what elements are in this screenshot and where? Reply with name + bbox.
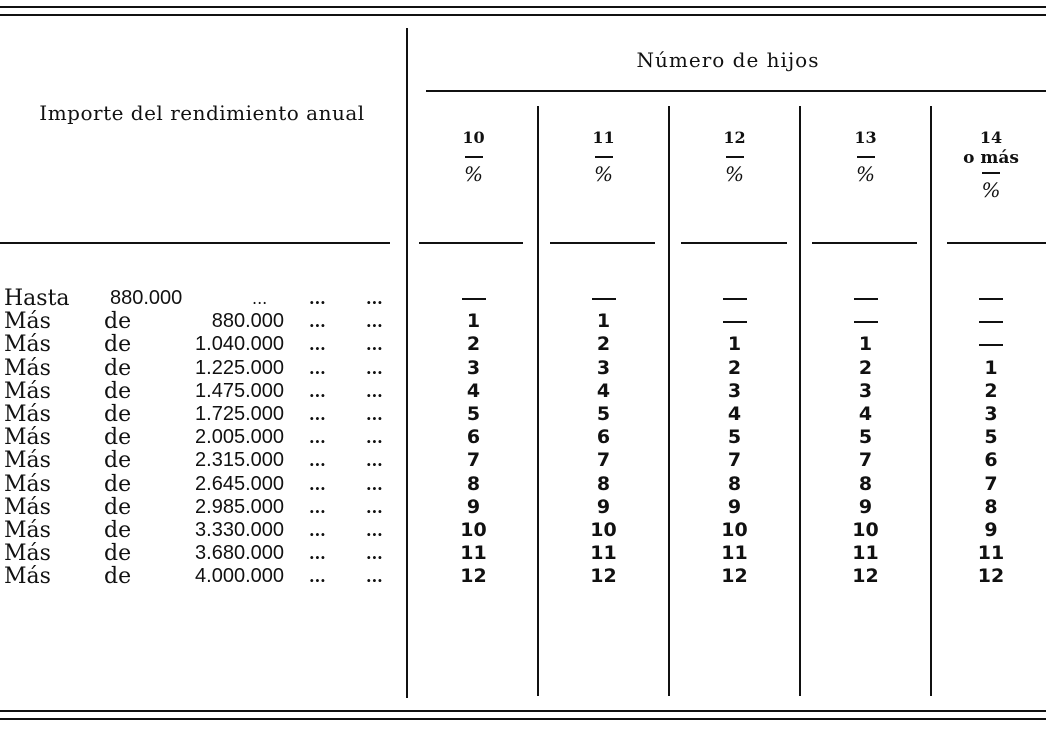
table-cell: 11 [852,542,879,565]
row-label: Más [4,425,51,451]
table-cell: 3 [466,356,481,379]
leader-dots: ... [309,497,326,517]
table-cell: 9 [727,495,742,518]
table-cell: 5 [596,402,611,425]
table-row-label [4,287,394,310]
row-preposition: de [104,564,132,590]
percent-unit: % [593,162,613,186]
table-cell [932,287,1050,310]
table-cell [801,287,930,310]
table-cell: 4 [727,402,742,425]
table-cell [410,287,537,310]
row-preposition: de [104,355,132,381]
row-amount: 880.000 [211,310,284,333]
column-header-11 [539,128,668,184]
table-row-label [4,426,394,449]
table-cell: 2 [466,333,481,356]
percent-unit: % [981,178,1001,202]
table-row-label [4,565,394,588]
column-number: 13 [854,128,877,147]
table-cell: 10 [460,518,487,541]
table-cell: 4 [858,402,873,425]
table-row-label [4,403,394,426]
row-preposition: de [104,378,132,404]
column-header-10 [410,128,537,184]
leader-dots: ... [366,404,383,424]
leader-dots: ... [366,289,383,308]
row-label: Más [4,471,51,497]
column-number: 14 [979,128,1003,147]
column-header-14-o-mas [932,128,1050,200]
row-label: Más [4,517,51,543]
header-dash [465,156,483,158]
row-label: Más [4,494,51,520]
header-dash [857,156,875,158]
leader-dots: ... [252,289,268,308]
group-header: Número de hijos [636,48,820,72]
table-row-label [4,449,394,472]
table-cell: 5 [466,402,481,425]
table-cell: 9 [858,495,873,518]
table-cell: 12 [977,565,1005,588]
leader-dots: ... [309,451,326,471]
header-dash [982,172,1000,174]
row-amount: 1.225.000 [195,356,284,379]
column-extra: o más [963,148,1019,168]
leader-dots: ... [309,381,326,401]
data-column-11 [539,287,668,588]
table-row-label [4,519,394,542]
table-row-label [4,473,394,496]
table-cell: 11 [590,542,617,565]
table-cell: 8 [727,472,742,495]
header-dash [726,156,744,158]
leader-dots: ... [366,335,383,355]
leader-dots: ... [366,451,383,471]
table-cell: 3 [858,379,873,402]
row-amount: 2.645.000 [195,472,284,495]
row-preposition: de [104,541,132,567]
row-preposition: de [104,517,132,543]
leader-dots: ... [309,474,326,494]
stub-column [4,287,394,588]
table-cell: 6 [466,426,481,449]
data-column-13 [801,287,930,588]
table-row-label [4,542,394,565]
table-cell: 9 [984,518,998,541]
row-amount: 2.985.000 [195,495,284,518]
leader-dots: ... [366,312,383,332]
row-amount: 2.315.000 [195,449,284,472]
column-number: 12 [723,128,746,147]
table-cell: 10 [852,518,879,541]
row-preposition: de [104,332,132,358]
row-label: Más [4,378,51,404]
table-cell: 11 [460,542,487,565]
header-rule-col-14 [947,242,1046,244]
bottom-rule-inner [0,718,1046,720]
table-cell: 9 [466,495,481,518]
table-cell: 1 [466,310,481,333]
leader-dots: ... [366,381,383,401]
row-amount: 1.040.000 [195,333,284,356]
row-label: Más [4,448,51,474]
row-label: Más [4,401,51,427]
column-number: 11 [592,128,615,147]
top-rule [0,6,1046,8]
header-rule-col-11 [550,242,655,244]
stub-separator [406,28,408,698]
header-rule-col-10 [419,242,523,244]
table-cell: 2 [727,356,742,379]
row-amount: 2.005.000 [195,426,284,449]
leader-dots: ... [309,312,326,332]
row-amount: 1.475.000 [195,379,284,402]
table-row-label [4,496,394,519]
row-amount: 880.000 [110,287,183,309]
table-cell: 5 [858,426,873,449]
table-row-label [4,310,394,333]
table-cell [801,310,930,333]
percent-unit: % [855,162,875,186]
top-rule-inner [0,14,1046,16]
table-cell: 8 [984,495,998,518]
table-cell: 12 [852,565,879,588]
row-label: Hasta [4,286,70,311]
table-cell: 7 [858,449,873,472]
table-cell: 1 [727,333,742,356]
table-cell: 11 [721,542,748,565]
leader-dots: ... [309,404,326,424]
leader-dots: ... [366,358,383,378]
row-preposition: de [104,425,132,451]
data-column-14-o-mas [932,287,1050,588]
column-header-12 [670,128,799,184]
table-cell: 5 [727,426,742,449]
row-amount: 4.000.000 [195,565,284,588]
row-label: Más [4,355,51,381]
table-row-label [4,380,394,403]
percent-unit: % [724,162,744,186]
bottom-rule [0,710,1046,712]
table-cell [539,287,668,310]
row-amount: 3.680.000 [195,542,284,565]
table-cell: 7 [984,472,998,495]
table-cell: 2 [858,356,873,379]
table-cell: 12 [590,565,617,588]
table-cell: 6 [984,449,998,472]
row-preposition: de [104,471,132,497]
table-cell: 4 [466,379,481,402]
percent-unit: % [463,162,483,186]
table-row-label [4,333,394,356]
table-cell [932,333,1050,356]
leader-dots: ... [366,544,383,564]
row-preposition: de [104,448,132,474]
table-cell [670,287,799,310]
table-cell: 12 [721,565,748,588]
row-label: Más [4,332,51,358]
leader-dots: ... [309,520,326,540]
table-cell [932,310,1050,333]
table-cell: 1 [984,356,998,379]
group-header-rule [426,90,1046,92]
table-cell: 3 [984,402,998,425]
row-amount: 3.330.000 [195,518,284,541]
table-row-label [4,357,394,380]
stub-header: Importe del rendimiento anual [39,101,365,125]
table-cell: 5 [984,426,998,449]
table-cell: 8 [858,472,873,495]
leader-dots: ... [309,335,326,355]
table-cell: 10 [721,518,748,541]
table-cell: 9 [596,495,611,518]
header-rule-stub [0,242,390,244]
leader-dots: ... [309,428,326,448]
table-cell: 12 [460,565,487,588]
column-number: 10 [462,128,485,147]
leader-dots: ... [366,567,383,587]
table-cell: 7 [727,449,742,472]
table-cell: 11 [977,542,1005,565]
leader-dots: ... [366,428,383,448]
table-cell: 2 [984,379,998,402]
table-cell: 8 [466,472,481,495]
row-preposition: de [104,401,132,427]
table-cell: 3 [596,356,611,379]
column-header-13 [801,128,930,184]
table-cell [670,310,799,333]
table-cell: 4 [596,379,611,402]
table-cell: 7 [596,449,611,472]
leader-dots: ... [309,289,326,308]
row-label: Más [4,564,51,590]
leader-dots: ... [309,544,326,564]
row-preposition: de [104,309,132,335]
row-amount: 1.725.000 [195,402,284,425]
data-column-12 [670,287,799,588]
table-cell: 1 [858,333,873,356]
leader-dots: ... [309,567,326,587]
table-cell: 7 [466,449,481,472]
table-cell: 1 [596,310,611,333]
header-rule-col-12 [681,242,787,244]
data-column-10 [410,287,537,588]
row-preposition: de [104,494,132,520]
table-cell: 10 [590,518,617,541]
leader-dots: ... [366,497,383,517]
header-rule-col-13 [812,242,917,244]
row-label: Más [4,309,51,335]
leader-dots: ... [366,474,383,494]
table-cell: 6 [596,426,611,449]
table-cell: 8 [596,472,611,495]
leader-dots: ... [309,358,326,378]
row-label: Más [4,541,51,567]
table-cell: 2 [596,333,611,356]
table-cell: 3 [727,379,742,402]
header-dash [595,156,613,158]
leader-dots: ... [366,520,383,540]
